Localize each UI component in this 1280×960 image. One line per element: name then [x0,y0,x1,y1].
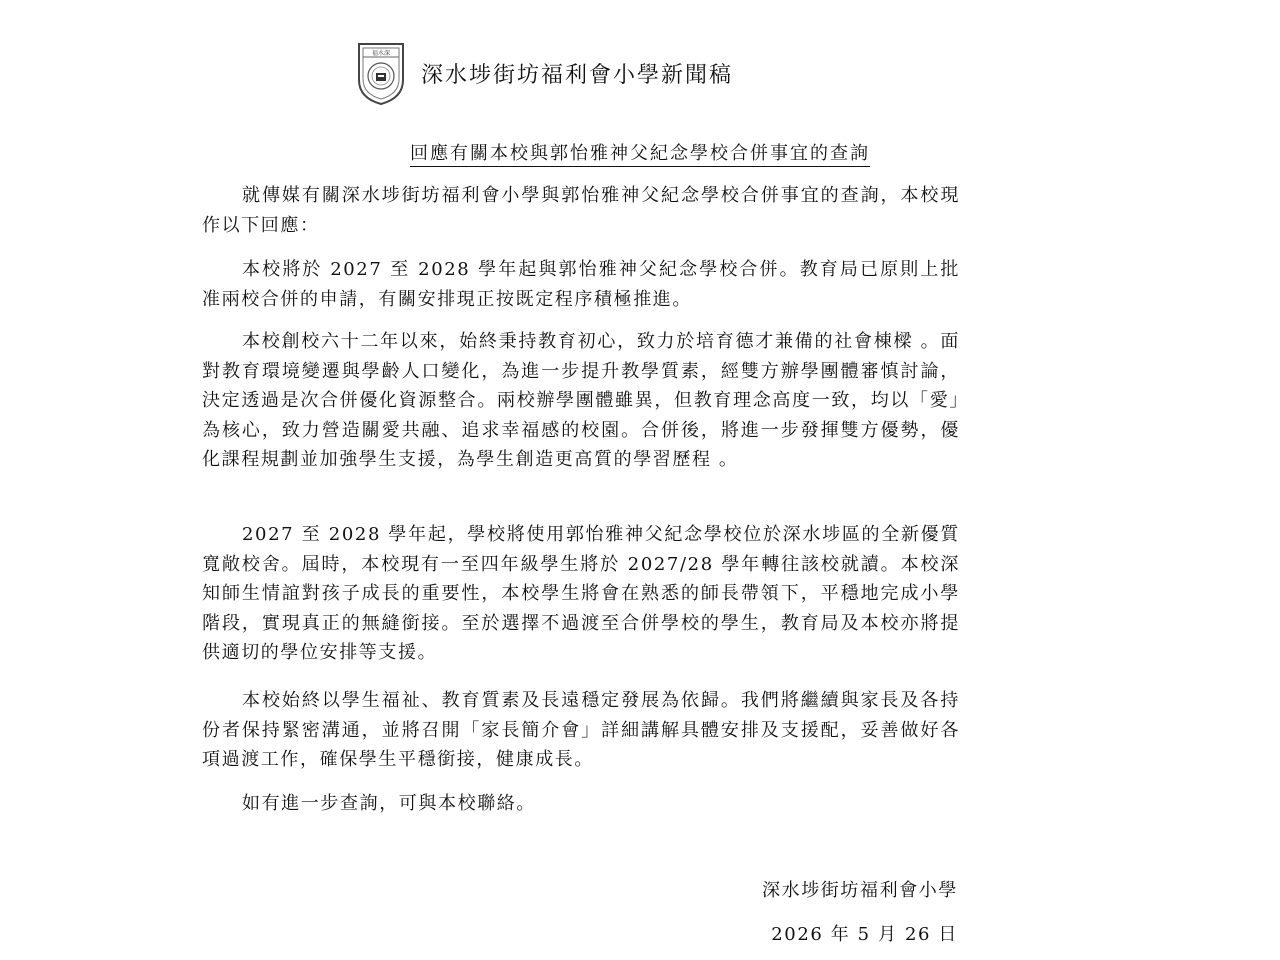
press-release-title [0,139,1280,165]
paragraph-merger-announcement: 本校將於 2027 至 2028 學年起與郭怡雅神父紀念學校合併。教育局已原則上批准兩校合併的申請，有關安排現正按既定程序積極推進。 [202,259,960,310]
letterhead [355,38,733,108]
signoff-date: 2026 年 5 月 26 日 [771,924,958,945]
paragraph-contact: 如有進一步查詢，可與本校聯絡。 [242,793,536,814]
letterhead-title: 深水埗街坊福利會小學新聞稿 [421,62,734,88]
paragraph-new-campus: 2027 至 2028 學年起，學校將使用郭怡雅神父紀念學校位於深水埗區的全新優質寬敞校舍。屆時，本校現有一至四年級學生將於 2027/28 學年轉往該校就讀。本校深知師生情誼對孩子成長的重要性，本校學生將會在熟悉的師長帶領下，平穩地完成小學階段，實現真正的無縫銜接。至於選擇不過渡至合併學校的學生，教育局及本校亦將提供適切的學位安排等支援。 [202,524,960,663]
paragraph-commitment: 本校始終以學生福祉、教育質素及長遠穩定發展為依歸。我們將繼續與家長及各持份者保持緊密溝通，並將召開「家長簡介會」詳細講解具體安排及支援配，妥善做好各項過渡工作，確保學生平穩銜接，健康成長。 [202,690,960,770]
svg-text:福水深: 福水深 [371,50,391,57]
signoff-school-name: 深水埗街坊福利會小學 [762,880,958,901]
paragraph-intro: 就傳媒有關深水埗街坊福利會小學與郭怡雅神父紀念學校合併事宜的查詢，本校現作以下回應： [202,185,960,236]
title-text: 回應有關本校與郭怡雅神父紀念學校合併事宜的查詢 [410,143,870,167]
school-crest-logo [355,40,407,106]
paragraph-school-history: 本校創校六十二年以來，始終秉持教育初心，致力於培育德才兼備的社會棟樑 。面對教育環境變遷與學齡人口變化，為進一步提升教學質素，經雙方辦學團體審慎討論，決定透過是次合併優化資源整合。兩校辦學團體雖異，但教育理念高度一致，均以「愛」為核心，致力營造關愛共融、追求幸福感的校園。合併後，將進一步發揮雙方優勢，優化課程規劃並加強學生支援，為學生創造更高質的學習歷程 。 [202,331,960,470]
